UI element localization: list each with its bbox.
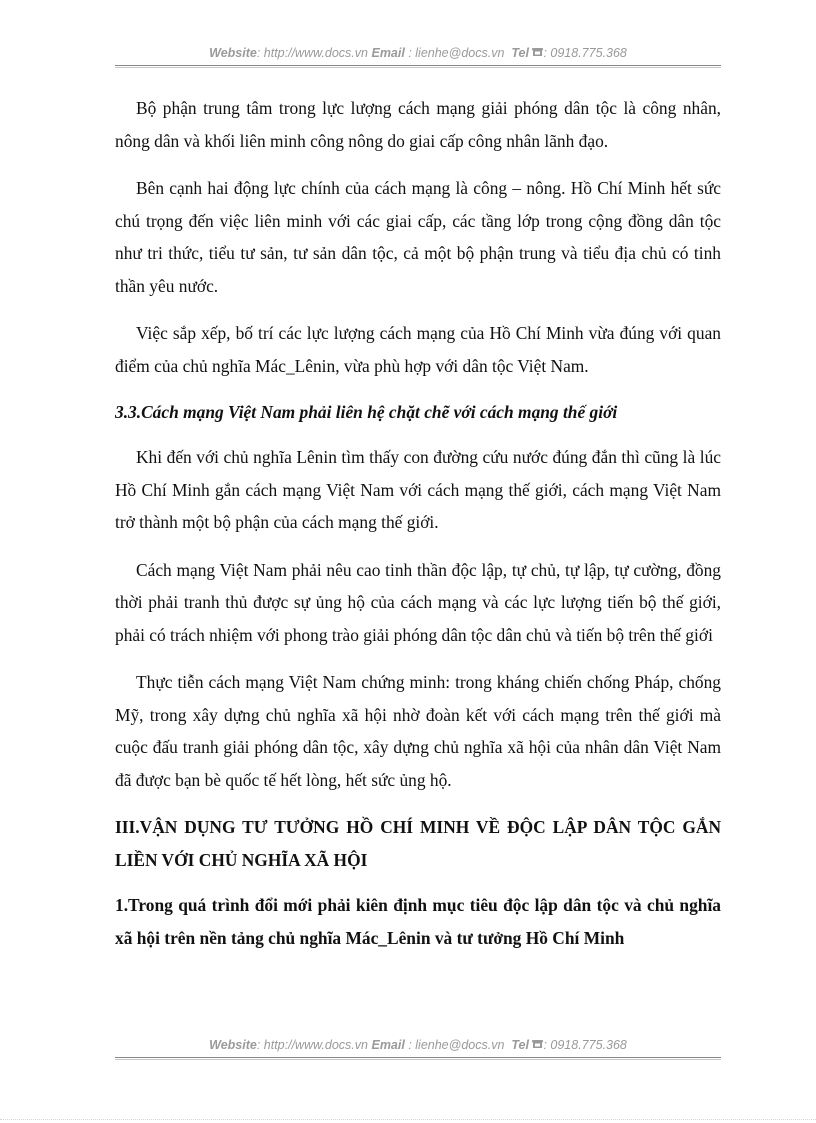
paragraph-2: Bên cạnh hai động lực chính của cách mạng là công – nông. Hồ Chí Minh hết sức chú trọng đến việc liên minh với các giai cấp, các tầng lớp trong cộng đồng dân tộc như tri thức, tiểu tư sản, tư sản dân tộc, cả một bộ phận trung và tiểu địa chủ có tinh thần yêu nước. bbox=[115, 178, 721, 296]
paragraph-6: Thực tiễn cách mạng Việt Nam chứng minh: trong kháng chiến chống Pháp, chống Mỹ, trong xây dựng chủ nghĩa xã hội nhờ đoàn kết với cách mạng trên thế giới mà cuộc đấu tranh giải phóng dân tộc, xây dựng chủ nghĩa xã hội của nhân dân Việt Nam đã được bạn bè quốc tế hết lòng, hết sức ủng hộ. bbox=[115, 672, 721, 790]
page-header bbox=[115, 44, 721, 66]
header-rule bbox=[115, 65, 721, 66]
footer-website-label: Website bbox=[209, 1038, 257, 1052]
footer-tel-label: Tel bbox=[511, 1038, 529, 1052]
phone-icon bbox=[532, 1038, 543, 1052]
page-footer bbox=[115, 1036, 721, 1058]
paragraph-1: Bộ phận trung tâm trong lực lượng cách mạng giải phóng dân tộc là công nhân, nông dân và khối liên minh công nông do giai cấp công nhân lãnh đạo. bbox=[115, 98, 721, 151]
header-tel-value: : 0918.775.368 bbox=[543, 46, 627, 60]
header-email-value: : lienhe@docs.vn bbox=[404, 46, 505, 60]
footer-email-label: Email bbox=[371, 1038, 405, 1052]
header-website-label: Website bbox=[209, 46, 257, 60]
paragraph-3: Việc sắp xếp, bố trí các lực lượng cách mạng của Hồ Chí Minh vừa đúng với quan điểm của chủ nghĩa Mác_Lênin, vừa phù hợp với dân tộc Việt Nam. bbox=[115, 323, 721, 376]
header-tel-label: Tel bbox=[511, 46, 529, 60]
page-content bbox=[115, 92, 721, 954]
header-rule-thin bbox=[115, 67, 721, 68]
footer-tel-value: : 0918.775.368 bbox=[543, 1038, 627, 1052]
footer-rule-thin bbox=[115, 1059, 721, 1060]
footer-email-value: : lienhe@docs.vn bbox=[404, 1038, 505, 1052]
section-subheading: 3.3.Cách mạng Việt Nam phải liên hệ chặt chẽ với cách mạng thế giới bbox=[115, 402, 618, 422]
section-heading: III.VẬN DỤNG TƯ TƯỞNG HỒ CHÍ MINH VỀ ĐỘC LẬP DÂN TỘC GẮN LIỀN VỚI CHỦ NGHĨA XÃ HỘI bbox=[115, 817, 721, 870]
footer-website-value: : http://www.docs.vn bbox=[256, 1038, 368, 1052]
subsection-heading: 1.Trong quá trình đổi mới phải kiên định mục tiêu độc lập dân tộc và chủ nghĩa xã hội trên nền tảng chủ nghĩa Mác_Lênin và tư tưởng Hồ Chí Minh bbox=[115, 895, 721, 948]
header-email-label: Email bbox=[371, 46, 405, 60]
footer-rule bbox=[115, 1057, 721, 1058]
header-website-value: : http://www.docs.vn bbox=[256, 46, 368, 60]
footer-contact-line bbox=[115, 1038, 721, 1052]
phone-icon bbox=[532, 46, 543, 60]
header-contact-line bbox=[115, 46, 721, 60]
paragraph-4: Khi đến với chủ nghĩa Lênin tìm thấy con đường cứu nước đúng đắn thì cũng là lúc Hồ Chí Minh gắn cách mạng Việt Nam với cách mạng thế giới, cách mạng Việt Nam trở thành một bộ phận của cách mạng thế giới. bbox=[115, 447, 721, 532]
paragraph-5: Cách mạng Việt Nam phải nêu cao tinh thần độc lập, tự chủ, tự lập, tự cường, đồng thời phải tranh thủ được sự ủng hộ của cách mạng và các lực lượng tiến bộ thế giới, phải có trách nhiệm với phong trào giải phóng dân tộc dân chủ và tiến bộ trên thế giới bbox=[115, 559, 721, 645]
page-bottom-border bbox=[0, 1119, 816, 1120]
